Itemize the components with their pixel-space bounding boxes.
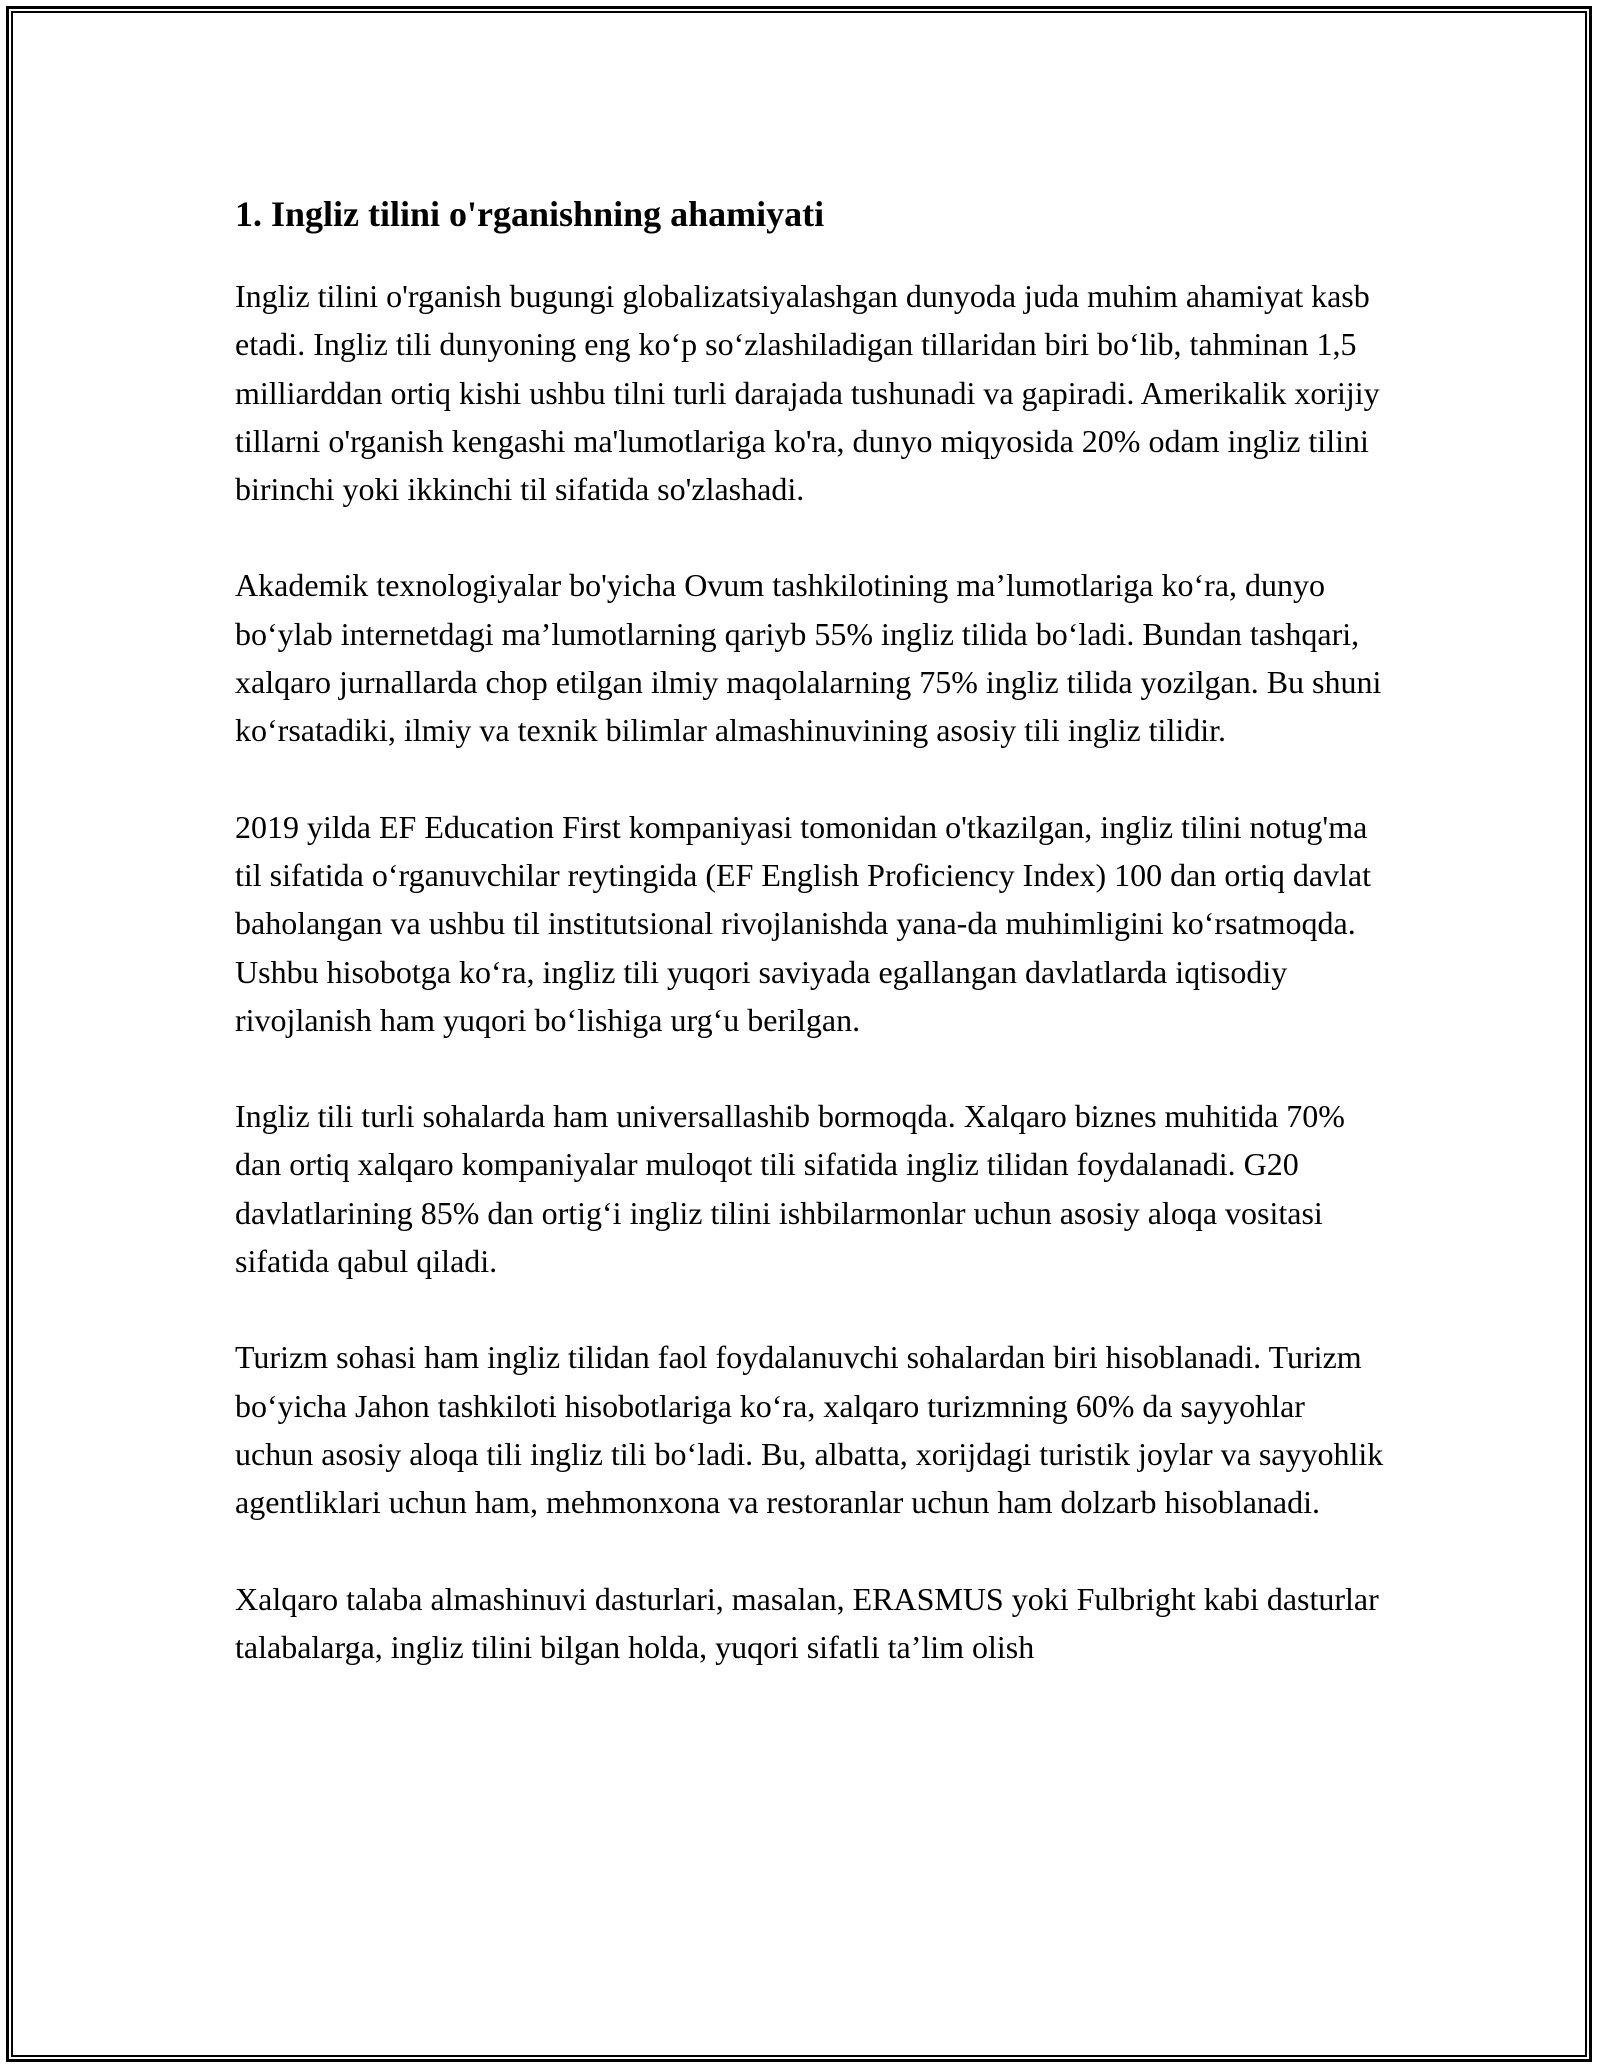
paragraph-4: Ingliz tili turli sohalarda ham universallashib bormoqda. Xalqaro biznes muhitida 70% dan ortiq xalqaro kompaniyalar muloqot tili sifatida ingliz tilidan foydalanadi. G20 davlatlarining 85% dan ortig‘i ingliz tilini ishbilarmonlar uchun asosiy aloqa vositasi sifatida qabul qiladi. [235, 1098, 1345, 1280]
section-heading: 1. Ingliz tilini o'rganishning ahamiyati [235, 194, 825, 234]
paragraph-2: Akademik texnologiyalar bo'yicha Ovum tashkilotining ma’lumotlariga ko‘ra, dunyo bo‘ylab internetdagi ma’lumotlarning qariyb 55% ingliz tilida bo‘ladi. Bundan tashqari, xalqaro jurnallarda chop etilgan ilmiy maqolalarning 75% ingliz tilida yozilgan. Bu shuni ko‘rsatadiki, ilmiy va texnik bilimlar almashinuvining asosiy tili ingliz tilidir. [235, 567, 1382, 749]
paragraph-3: 2019 yilda EF Education First kompaniyasi tomonidan o'tkazilgan, ingliz tilini notug'ma til sifatida o‘rganuvchilar reytingida (EF English Proficiency Index) 100 dan ortiq davlat baholangan va ushbu til institutsional rivojlanishda yana-da muhimligini ko‘rsatmoqda. Ushbu hisobotga ko‘ra, ingliz tili yuqori saviyada egallangan davlatlarda iqtisodiy rivojlanish ham yuqori bo‘lishiga urg‘u berilgan. [235, 808, 1371, 1038]
paragraph-5: Turizm sohasi ham ingliz tilidan faol foydalanuvchi sohalardan biri hisoblanadi. Turizm bo‘yicha Jahon tashkiloti hisobotlariga ko‘ra, xalqaro turizmning 60% da sayyohlar uchun asosiy aloqa tili ingliz tili bo‘ladi. Bu, albatta, xorijdagi turistik joylar va sayyohlik agentliklari uchun ham, mehmonxona va restoranlar uchun ham dolzarb hisoblanadi. [235, 1339, 1384, 1521]
paragraph-1: Ingliz tilini o'rganish bugungi globalizatsiyalashgan dunyoda juda muhim ahamiyat kasb etadi. Ingliz tili dunyoning eng ko‘p so‘zlashiladigan tillaridan biri bo‘lib, tahminan 1,5 milliarddan ortiq kishi ushbu tilni turli darajada tushunadi va gapiradi. Amerikalik xorijiy tillarni o'rganish kengashi ma'lumotlariga ko'ra, dunyo miqyosida 20% odam ingliz tilini birinchi yoki ikkinchi til sifatida so'zlashadi. [235, 278, 1380, 508]
paragraph-6: Xalqaro talaba almashinuvi dasturlari, masalan, ERASMUS yoki Fulbright kabi dasturlar talabalarga, ingliz tilini bilgan holda, yuqori sifatli ta’lim olish [235, 1580, 1379, 1665]
document-body [235, 186, 1385, 1719]
